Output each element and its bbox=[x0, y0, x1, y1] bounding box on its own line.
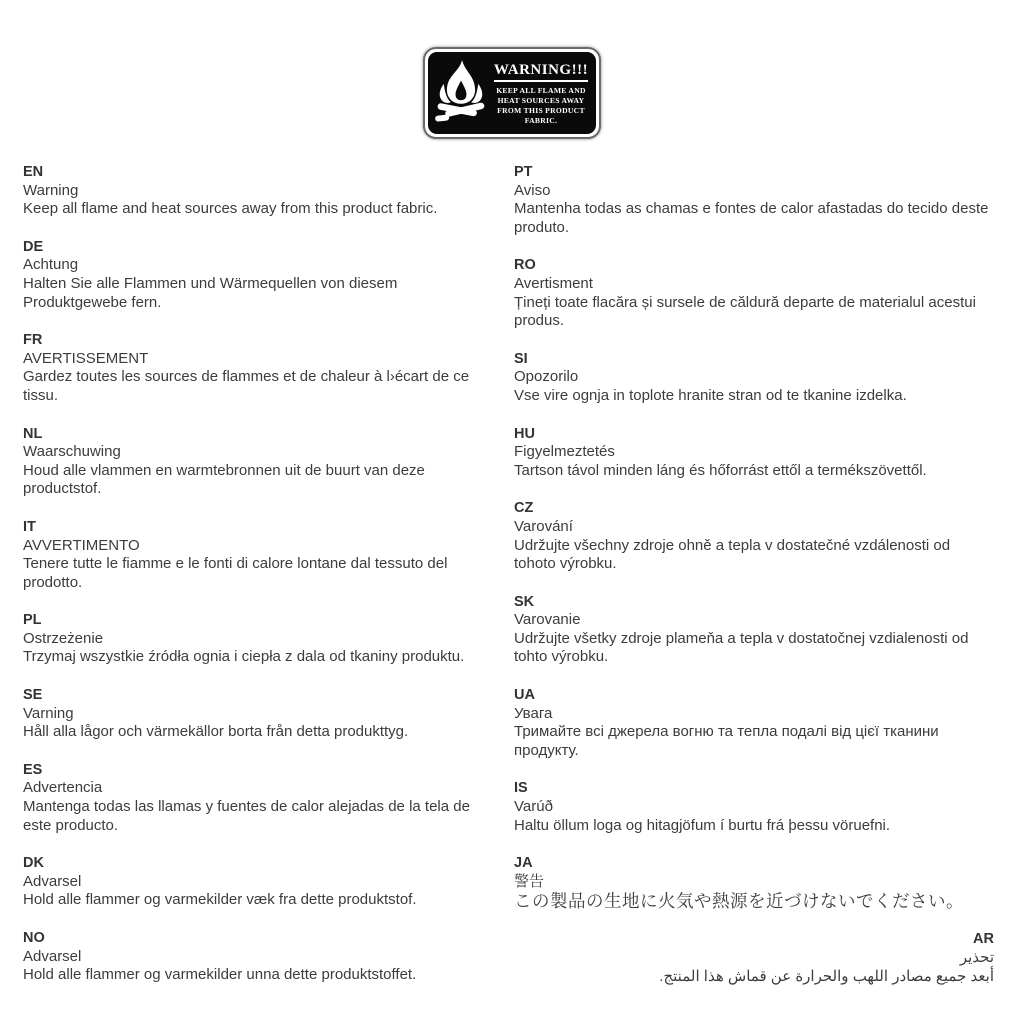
lang-title: Avertisment bbox=[514, 274, 593, 292]
lang-section-it bbox=[23, 518, 495, 592]
lang-section-fr bbox=[23, 331, 495, 405]
lang-title: Advarsel bbox=[23, 872, 82, 890]
lang-code: JA bbox=[514, 855, 533, 872]
lang-section-ar bbox=[514, 930, 994, 986]
lang-title: Ostrzeżenie bbox=[23, 629, 104, 647]
lang-code: SE bbox=[23, 687, 43, 704]
lang-title: Aviso bbox=[514, 181, 551, 199]
lang-body: Mantenga todas las llamas y fuentes de calor alejadas de la tela de este producto. bbox=[23, 798, 470, 834]
lang-title: Opozorilo bbox=[514, 368, 579, 386]
lang-code: NO bbox=[23, 930, 45, 946]
lang-code: HU bbox=[514, 425, 535, 442]
lang-code: CZ bbox=[514, 500, 534, 517]
lang-body: Keep all flame and heat sources away from this product fabric. bbox=[23, 200, 438, 218]
lang-section-pl bbox=[23, 611, 495, 667]
lang-section-is bbox=[514, 779, 994, 835]
lang-body: Håll alla lågor och värmekällor borta från detta produkttyg. bbox=[23, 723, 409, 741]
lang-title: AVERTISSEMENT bbox=[23, 349, 149, 367]
right-column bbox=[514, 163, 994, 1005]
lang-code: RO bbox=[514, 257, 536, 274]
lang-title: AVVERTIMENTO bbox=[23, 536, 140, 554]
lang-body: Tartson távol minden láng és hőforrást ettől a termékszövettől. bbox=[514, 461, 927, 479]
lang-title: Varúð bbox=[514, 798, 553, 816]
lang-body: Gardez toutes les sources de flammes et de chaleur à l›écart de ce tissu. bbox=[23, 368, 470, 404]
lang-section-nl bbox=[23, 425, 495, 499]
lang-body: Udržujte všechny zdroje ohně a tepla v dostatečné vzdálenosti od tohoto výrobku. bbox=[514, 536, 951, 573]
lang-body: Mantenha todas as chamas e fontes de calor afastadas do tecido deste produto. bbox=[514, 200, 989, 236]
lang-title: Varovanie bbox=[514, 611, 581, 629]
lang-body: أبعد جميع مصادر اللهب والحرارة عن قماش هذا المنتج. bbox=[659, 967, 994, 985]
lang-code: PT bbox=[514, 164, 533, 180]
lang-section-hu bbox=[514, 425, 994, 481]
lang-code: DK bbox=[23, 855, 44, 872]
lang-code: PL bbox=[23, 612, 42, 629]
lang-body: Udržujte všetky zdroje plameňa a tepla v dostatočnej vzdialenosti od tohto výrobku. bbox=[514, 629, 969, 666]
lang-title: 警告 bbox=[514, 872, 545, 890]
lang-body: Halten Sie alle Flammen und Wärmequellen von diesem Produktgewebe fern. bbox=[23, 274, 398, 311]
lang-section-de bbox=[23, 238, 495, 312]
lang-code: IT bbox=[23, 518, 36, 535]
lang-body: Houd alle vlammen en warmtebronnen uit de buurt van deze productstof. bbox=[23, 461, 425, 498]
lang-body: Vse vire ognja in toplote hranite stran od te tkanine izdelka. bbox=[514, 386, 907, 404]
lang-title: تحذير bbox=[959, 949, 994, 966]
lang-code: FR bbox=[23, 332, 43, 349]
warning-badge-inner bbox=[428, 52, 596, 134]
warning-badge-line: FABRIC. bbox=[524, 115, 558, 125]
lang-code: SK bbox=[514, 593, 535, 610]
lang-body: Țineți toate flacăra și sursele de căldură departe de materialul acestui produs. bbox=[514, 293, 976, 330]
lang-section-es bbox=[23, 761, 495, 835]
lang-title: Varování bbox=[514, 517, 573, 535]
lang-code: ES bbox=[23, 761, 43, 778]
lang-section-sk bbox=[514, 593, 994, 667]
warning-badge-title: WARNING!!! bbox=[494, 62, 588, 82]
lang-code: UA bbox=[514, 687, 535, 704]
lang-code: AR bbox=[973, 931, 994, 948]
campfire-icon bbox=[432, 59, 490, 127]
lang-title: Waarschuwing bbox=[23, 443, 121, 461]
lang-section-dk bbox=[23, 854, 495, 910]
lang-title: Achtung bbox=[23, 256, 79, 274]
lang-section-pt bbox=[514, 163, 994, 237]
lang-title: Varning bbox=[23, 704, 74, 722]
lang-body: Haltu öllum loga og hitagjöfum í burtu frá þessu vöruefni. bbox=[514, 816, 891, 834]
lang-title: Advarsel bbox=[23, 947, 82, 965]
lang-section-cz bbox=[514, 499, 994, 573]
lang-body: Hold alle flammer og varmekilder unna dette produktstoffet. bbox=[23, 966, 417, 984]
warning-badge-line: FROM THIS PRODUCT bbox=[497, 105, 585, 115]
lang-section-se bbox=[23, 686, 495, 742]
lang-section-ua bbox=[514, 686, 994, 760]
lang-section-en bbox=[23, 163, 495, 219]
lang-body: Тримайте всі джерела вогню та тепла подалі від цієї тканини продукту. bbox=[514, 723, 939, 759]
lang-section-ro bbox=[514, 256, 994, 330]
lang-code: NL bbox=[23, 425, 43, 442]
lang-title: Advertencia bbox=[23, 779, 103, 797]
lang-section-no bbox=[23, 929, 495, 985]
warning-badge bbox=[423, 47, 601, 139]
lang-body: Hold alle flammer og varmekilder væk fra dette produktstof. bbox=[23, 891, 417, 909]
lang-title: Увага bbox=[514, 704, 553, 722]
lang-code: DE bbox=[23, 238, 44, 255]
lang-code: EN bbox=[23, 164, 44, 180]
lang-section-si bbox=[514, 350, 994, 406]
lang-code: SI bbox=[514, 350, 528, 367]
warning-badge-text bbox=[490, 61, 592, 126]
warning-badge-line: KEEP ALL FLAME AND bbox=[496, 85, 586, 95]
left-column bbox=[23, 163, 495, 1004]
lang-body: この製品の生地に火気や熱源を近づけないでください。 bbox=[514, 891, 964, 912]
lang-title: Warning bbox=[23, 181, 79, 199]
lang-body: Trzymaj wszystkie źródła ognia i ciepła z dala od tkaniny produktu. bbox=[23, 648, 465, 666]
lang-body: Tenere tutte le fiamme e le fonti di calore lontane dal tessuto del prodotto. bbox=[23, 555, 448, 591]
warning-badge-line: HEAT SOURCES AWAY bbox=[497, 95, 585, 105]
lang-code: IS bbox=[514, 780, 528, 797]
lang-title: Figyelmeztetés bbox=[514, 443, 615, 461]
lang-section-ja bbox=[514, 854, 994, 911]
